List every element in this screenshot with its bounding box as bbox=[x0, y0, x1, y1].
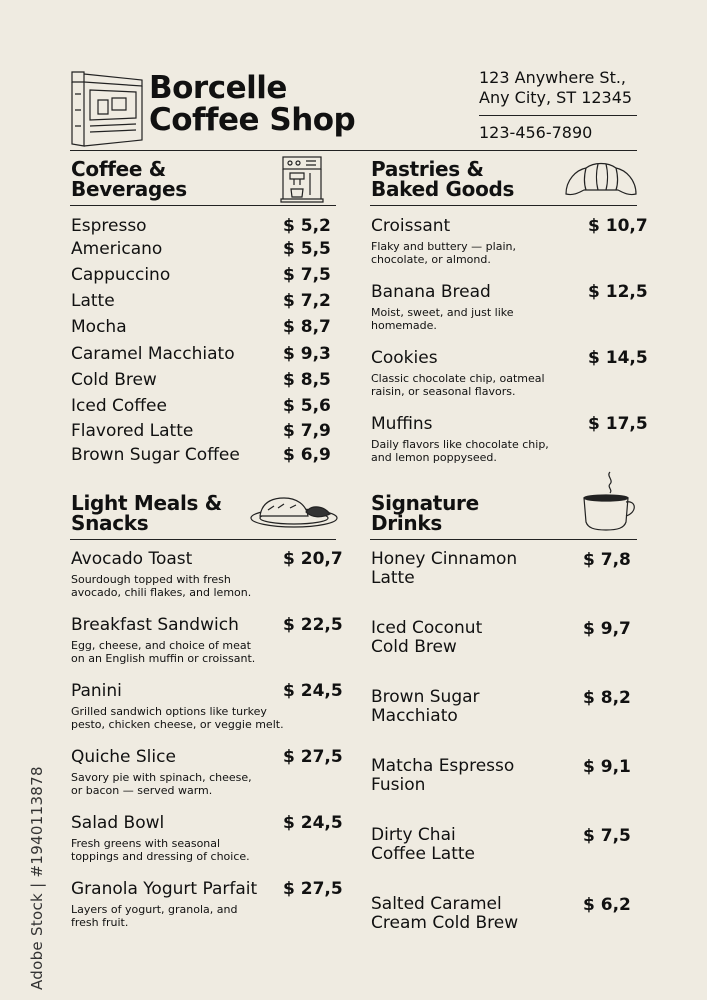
list-item bbox=[71, 747, 343, 797]
item-name: Iced Coffee bbox=[71, 396, 167, 416]
item-description: Egg, cheese, and choice of meat bbox=[71, 639, 251, 652]
coffee-title-line-2: Beverages bbox=[71, 177, 187, 201]
item-description: Grilled sandwich options like turkey bbox=[71, 705, 267, 718]
item-name-continued: Latte bbox=[371, 568, 415, 588]
list-item bbox=[71, 813, 343, 863]
address-divider bbox=[479, 115, 637, 116]
list-item bbox=[371, 216, 648, 266]
item-name: Caramel Macchiato bbox=[71, 344, 235, 364]
phone-number: 123-456-7890 bbox=[479, 123, 593, 142]
item-description: Layers of yogurt, granola, and bbox=[71, 903, 238, 916]
list-item bbox=[71, 421, 336, 441]
list-item bbox=[71, 291, 336, 311]
item-price: $ 12,5 bbox=[588, 282, 648, 302]
signature-divider bbox=[370, 539, 637, 540]
list-item bbox=[71, 216, 336, 236]
item-name: Iced Coconut bbox=[371, 618, 483, 638]
signature-title-line-2: Drinks bbox=[371, 511, 442, 535]
item-price: $ 9,1 bbox=[583, 757, 631, 777]
list-item bbox=[71, 344, 336, 364]
item-price: $ 8,5 bbox=[283, 370, 331, 390]
list-item bbox=[371, 282, 648, 332]
item-name: Brown Sugar Coffee bbox=[71, 445, 240, 465]
list-item bbox=[71, 615, 343, 665]
item-description: Fresh greens with seasonal bbox=[71, 837, 221, 850]
item-name: Dirty Chai bbox=[371, 825, 456, 845]
list-item bbox=[71, 396, 336, 416]
item-name: Salted Caramel bbox=[371, 894, 502, 914]
list-item bbox=[371, 414, 648, 464]
item-description: or bacon — served warm. bbox=[71, 784, 213, 797]
item-price: $ 7,5 bbox=[583, 826, 631, 846]
item-description: chocolate, or almond. bbox=[371, 253, 491, 266]
item-name: Cold Brew bbox=[71, 370, 157, 390]
item-name: Honey Cinnamon bbox=[371, 549, 518, 569]
item-price: $ 17,5 bbox=[588, 414, 648, 434]
address-line-1: 123 Anywhere St., bbox=[479, 68, 627, 87]
item-name: Banana Bread bbox=[371, 282, 491, 302]
brand-line-1: Borcelle bbox=[149, 70, 287, 106]
item-price: $ 7,5 bbox=[283, 265, 331, 285]
pastries-title-line-2: Baked Goods bbox=[371, 177, 515, 201]
storefront-icon bbox=[70, 70, 146, 148]
list-item bbox=[71, 317, 336, 337]
item-price: $ 10,7 bbox=[588, 216, 648, 236]
item-price: $ 5,2 bbox=[283, 216, 331, 236]
item-description: toppings and dressing of choice. bbox=[71, 850, 250, 863]
item-name: Americano bbox=[71, 239, 163, 259]
item-description: Savory pie with spinach, cheese, bbox=[71, 771, 252, 784]
item-name: Quiche Slice bbox=[71, 747, 176, 767]
watermark-text: Adobe Stock | #1940113878 bbox=[28, 766, 46, 990]
list-item bbox=[71, 370, 336, 390]
item-description: homemade. bbox=[371, 319, 437, 332]
item-price: $ 7,8 bbox=[583, 550, 631, 570]
item-name: Muffins bbox=[371, 414, 433, 434]
list-item bbox=[71, 445, 336, 465]
item-price: $ 27,5 bbox=[283, 747, 343, 767]
item-price: $ 9,3 bbox=[283, 344, 331, 364]
item-price: $ 8,2 bbox=[583, 688, 631, 708]
meals-title-line-2: Snacks bbox=[71, 511, 149, 535]
item-price: $ 27,5 bbox=[283, 879, 343, 899]
item-name: Cookies bbox=[371, 348, 438, 368]
item-name-continued: Macchiato bbox=[371, 706, 458, 726]
item-name: Panini bbox=[71, 681, 122, 701]
item-name: Matcha Espresso bbox=[371, 756, 515, 776]
item-name-continued: Coffee Latte bbox=[371, 844, 475, 864]
item-description: raisin, or seasonal flavors. bbox=[371, 385, 516, 398]
item-description: avocado, chili flakes, and lemon. bbox=[71, 586, 252, 599]
coffee-cup-icon bbox=[580, 470, 638, 532]
list-item bbox=[371, 348, 648, 398]
meals-divider bbox=[70, 539, 336, 540]
signature-title-line-1: Signature bbox=[371, 491, 479, 515]
item-description: Flaky and buttery — plain, bbox=[371, 240, 516, 253]
meals-section-title bbox=[71, 493, 222, 533]
item-price: $ 22,5 bbox=[283, 615, 343, 635]
item-price: $ 8,7 bbox=[283, 317, 331, 337]
address bbox=[479, 68, 632, 108]
address-line-2: Any City, ST 12345 bbox=[479, 88, 633, 107]
list-item bbox=[71, 549, 343, 599]
header-divider bbox=[70, 150, 637, 151]
item-name: Cappuccino bbox=[71, 265, 171, 285]
item-price: $ 7,9 bbox=[283, 421, 331, 441]
item-price: $ 24,5 bbox=[283, 681, 343, 701]
signature-section-title bbox=[371, 493, 479, 533]
item-description: and lemon poppyseed. bbox=[371, 451, 497, 464]
item-price: $ 20,7 bbox=[283, 549, 343, 569]
item-price: $ 6,9 bbox=[283, 445, 331, 465]
item-name-continued: Fusion bbox=[371, 775, 426, 795]
item-name: Granola Yogurt Parfait bbox=[71, 879, 258, 899]
item-description: Sourdough topped with fresh bbox=[71, 573, 231, 586]
list-item bbox=[71, 879, 343, 929]
watermark bbox=[0, 0, 46, 1000]
item-name: Brown Sugar bbox=[371, 687, 480, 707]
item-description: on an English muffin or croissant. bbox=[71, 652, 256, 665]
list-item bbox=[371, 757, 637, 795]
item-price: $ 14,5 bbox=[588, 348, 648, 368]
item-price: $ 24,5 bbox=[283, 813, 343, 833]
list-item bbox=[371, 619, 637, 657]
item-description: Daily flavors like chocolate chip, bbox=[371, 438, 549, 451]
item-price: $ 5,6 bbox=[283, 396, 331, 416]
list-item bbox=[71, 265, 336, 285]
sandwich-plate-icon bbox=[248, 494, 340, 530]
coffee-divider bbox=[70, 205, 336, 206]
pastries-title-line-1: Pastries & bbox=[371, 157, 484, 181]
list-item bbox=[71, 681, 343, 731]
coffee-title-line-1: Coffee & bbox=[71, 157, 166, 181]
pastries-section-title bbox=[371, 159, 514, 199]
item-description: pesto, chicken cheese, or veggie melt. bbox=[71, 718, 284, 731]
item-price: $ 5,5 bbox=[283, 239, 331, 259]
item-name: Latte bbox=[71, 291, 115, 311]
pastries-divider bbox=[370, 205, 637, 206]
list-item bbox=[371, 895, 637, 933]
coffee-section-title bbox=[71, 159, 187, 199]
item-price: $ 6,2 bbox=[583, 895, 631, 915]
meals-title-line-1: Light Meals & bbox=[71, 491, 222, 515]
list-item bbox=[371, 826, 637, 864]
item-description: fresh fruit. bbox=[71, 916, 129, 929]
espresso-machine-icon bbox=[280, 155, 324, 203]
list-item bbox=[371, 688, 637, 726]
item-name: Croissant bbox=[371, 216, 451, 236]
item-name-continued: Cold Brew bbox=[371, 637, 457, 657]
item-price: $ 7,2 bbox=[283, 291, 331, 311]
list-item bbox=[71, 239, 336, 259]
brand-title bbox=[149, 72, 355, 136]
item-name: Flavored Latte bbox=[71, 421, 194, 441]
item-name: Mocha bbox=[71, 317, 127, 337]
item-name: Espresso bbox=[71, 216, 147, 236]
item-name: Avocado Toast bbox=[71, 549, 193, 569]
item-price: $ 9,7 bbox=[583, 619, 631, 639]
item-description: Moist, sweet, and just like bbox=[371, 306, 514, 319]
item-name: Salad Bowl bbox=[71, 813, 165, 833]
brand-line-2: Coffee Shop bbox=[149, 102, 356, 138]
item-name: Breakfast Sandwich bbox=[71, 615, 239, 635]
item-name-continued: Cream Cold Brew bbox=[371, 913, 519, 933]
list-item bbox=[371, 550, 637, 588]
item-description: Classic chocolate chip, oatmeal bbox=[371, 372, 545, 385]
croissant-icon bbox=[562, 160, 640, 200]
